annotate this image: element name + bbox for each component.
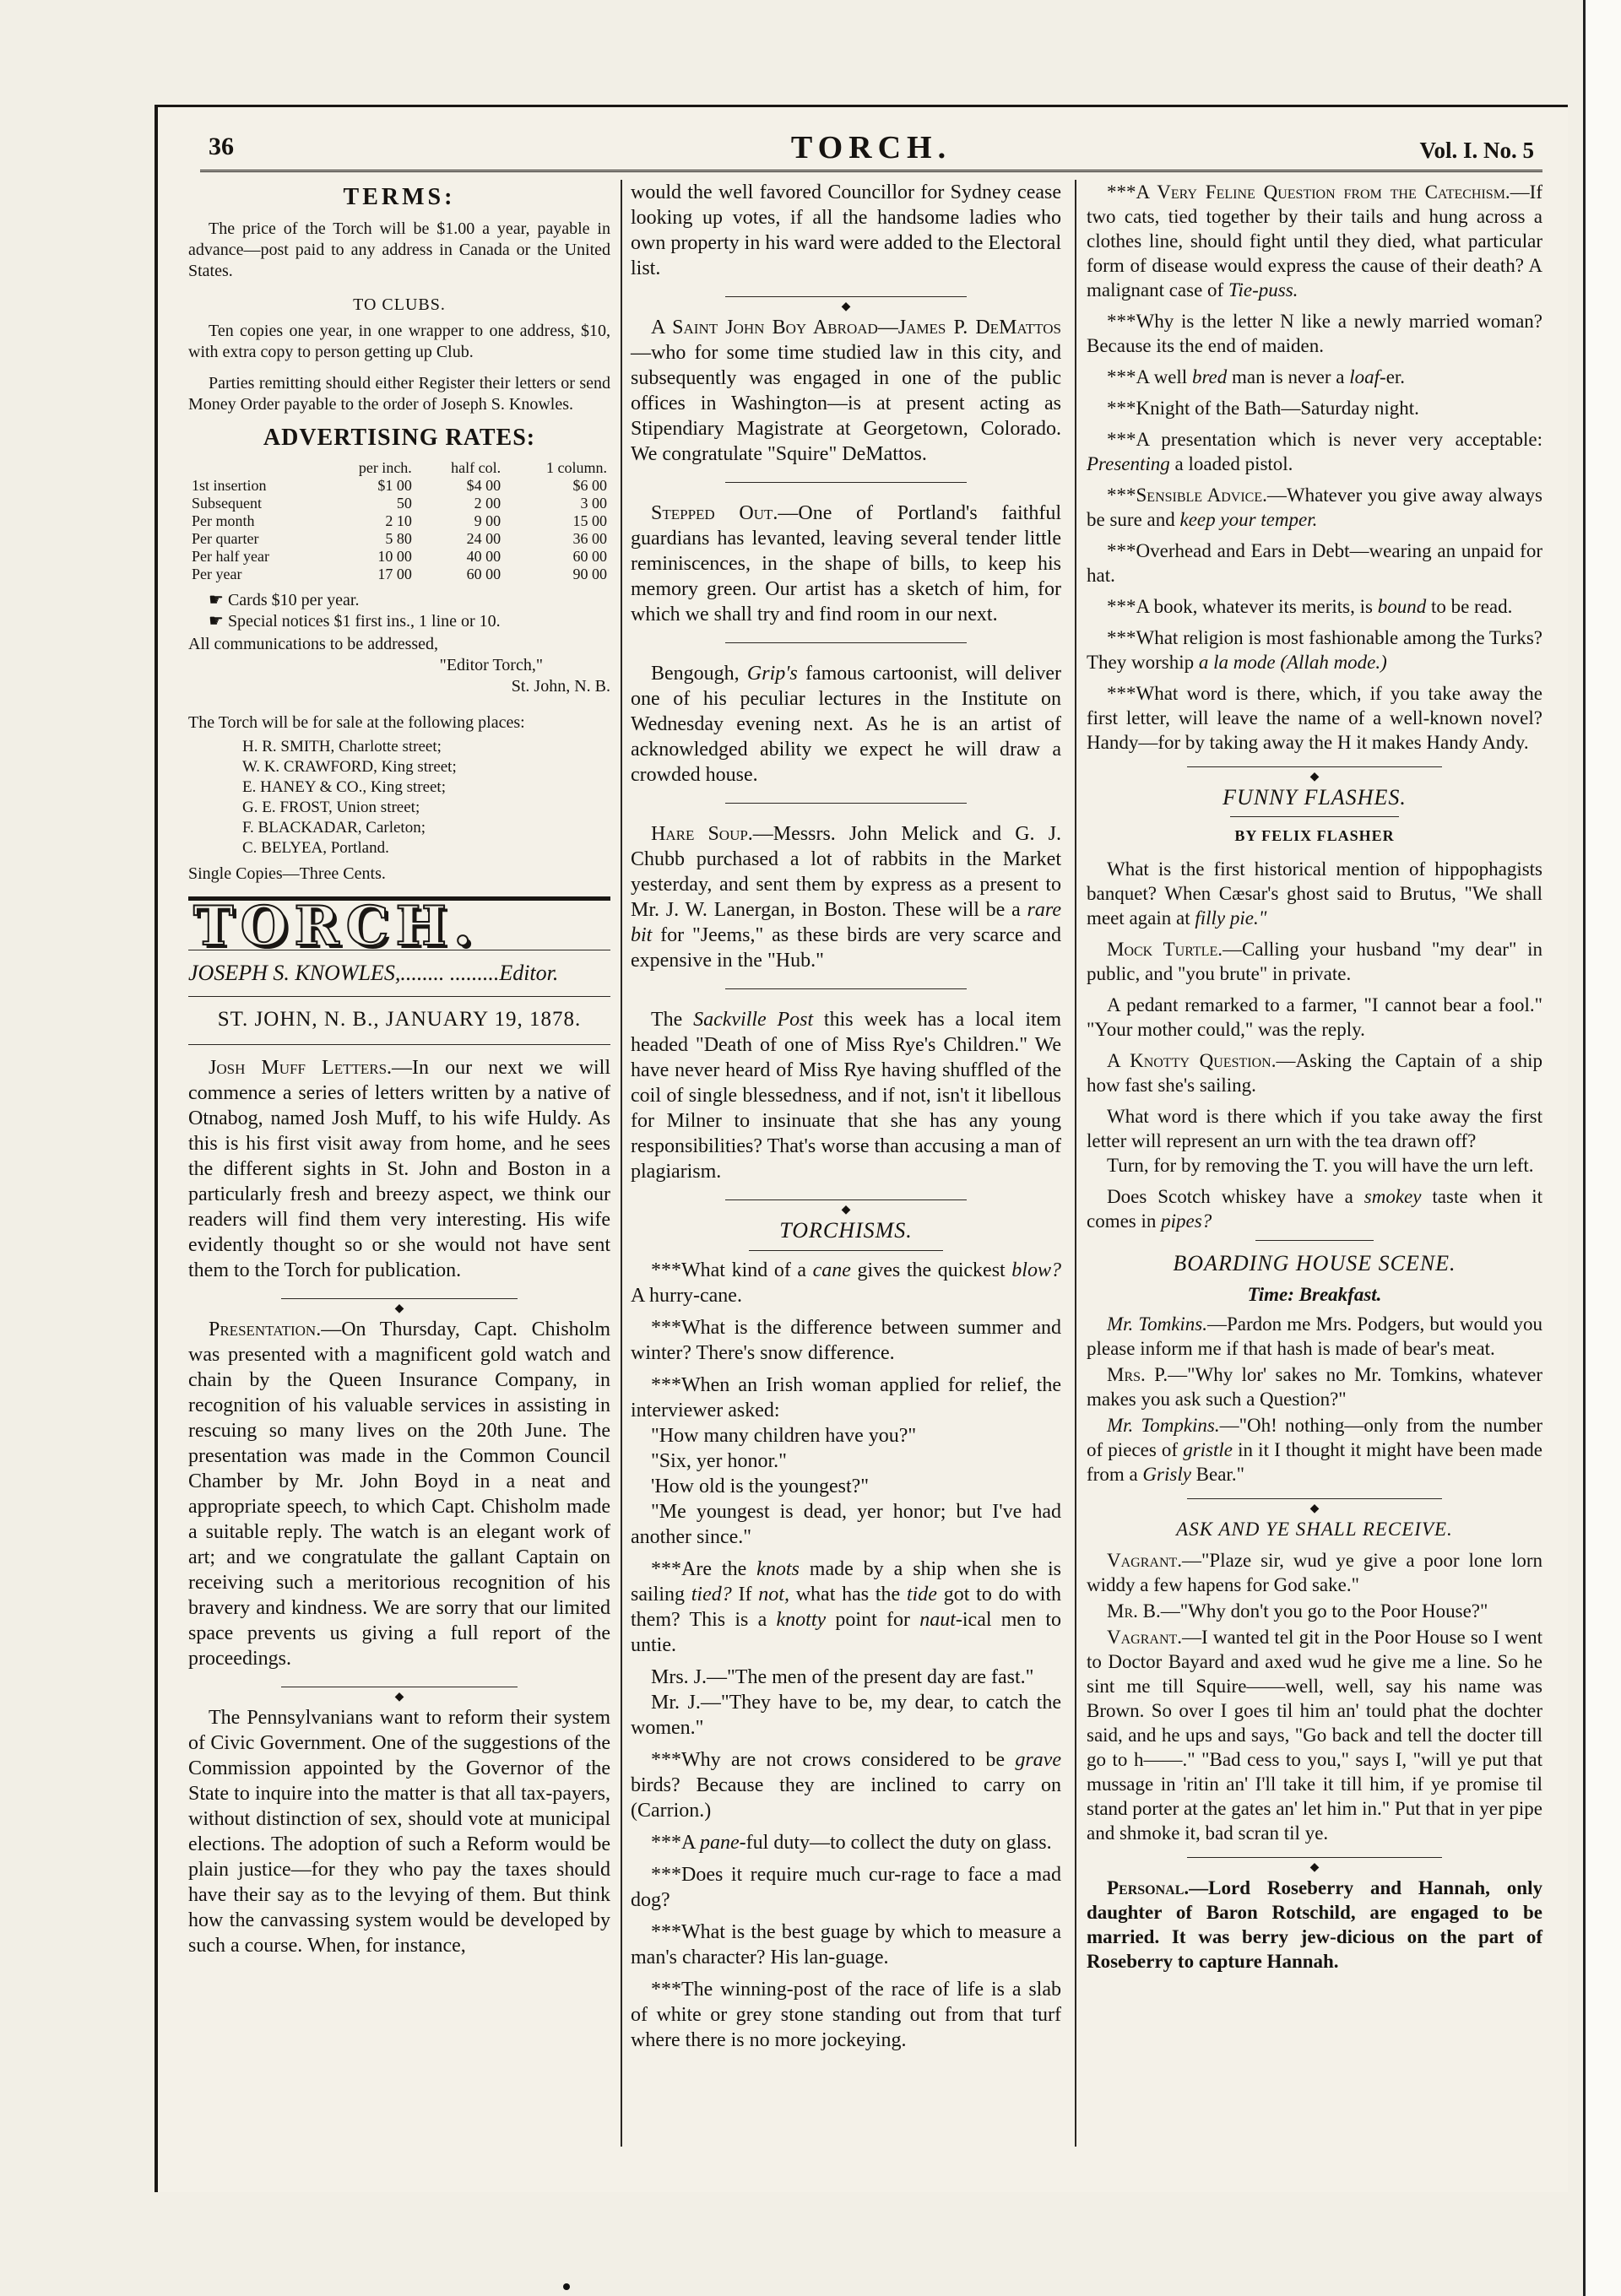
text-run: bred <box>1191 366 1228 387</box>
page-edge <box>1583 0 1621 2296</box>
text-run: a loaded pistol. <box>1169 453 1293 474</box>
text-run: -ful duty—to collect the duty on glass. <box>739 1832 1052 1854</box>
ornament-divider: ◆ <box>631 291 1061 303</box>
dialogue-line <box>1087 1312 1542 1361</box>
divider <box>631 637 1061 649</box>
text-run: ***A well <box>1107 366 1192 387</box>
editor-line: JOSEPH S. KNOWLES,........ .........Editor. <box>188 961 559 985</box>
list-item <box>631 1258 1061 1308</box>
editor-address: "Editor Torch," <box>439 656 543 674</box>
table-cell: 50 <box>396 495 412 512</box>
speaker: Mr. Tomkins. <box>1107 1313 1208 1335</box>
masthead-title: TORCH. <box>193 895 480 958</box>
list-item <box>1087 1048 1542 1097</box>
table-cell: Per half year <box>192 548 269 565</box>
clubs-heading: TO CLUBS. <box>353 295 446 314</box>
text-run: —Asking the Captain of a ship how fast she's sailing. <box>1087 1050 1543 1096</box>
torchisms-heading: TORCHISMS. <box>779 1218 913 1243</box>
ornament-divider: ◆ <box>631 1194 1061 1206</box>
ornament-divider: ◆ <box>1087 1852 1542 1864</box>
article-heading: Personal. <box>1107 1877 1190 1898</box>
article-pennsylvania: The Pennsylvanians want to reform their system of Civic Government. One of the suggestions of the Commission appointed by the Governor of the State to inquire into the matter is that all tax-payers, without distinction of sex, should vote at municipal elections. The adoption of such a Reform would be plain justice—for they who pay the taxes should have their say as to the levying of them. But think how the canvassing system would be developed by such a course. When, for instance, <box>188 1707 610 1957</box>
divider <box>1230 816 1399 817</box>
dialogue-line <box>1087 1413 1542 1486</box>
article-heading: ***Sensible Advice. <box>1107 485 1267 506</box>
byline: BY FELIX FLASHER <box>1234 827 1395 844</box>
dialogue-line <box>1087 1625 1542 1845</box>
article-continuation: would the well favored Councillor for Sydney cease looking up votes, if all the handsome ladies who own property in his ward were added to the Electoral list. <box>631 181 1061 279</box>
table-cell: 40 00 <box>466 548 501 565</box>
text-run: If <box>731 1584 759 1606</box>
column-3 <box>1087 180 1542 1980</box>
text-run: ***A <box>651 1832 701 1854</box>
article-heading: ***A Very Feline Question from the Catechism. <box>1107 181 1510 203</box>
cards-note <box>188 590 610 611</box>
list-item: H. R. SMITH, Charlotte street; <box>242 738 442 755</box>
text-run: to be read. <box>1426 596 1513 617</box>
text-run: ***A book, whatever its merits, is <box>1107 596 1378 617</box>
list-item <box>1087 937 1542 986</box>
text-run: bound <box>1377 596 1427 617</box>
table-cell: 90 00 <box>572 566 607 582</box>
text-run: —"Why don't you go to the Poor House?" <box>1160 1600 1488 1622</box>
dialogue-line <box>1087 1599 1542 1623</box>
text-run: Bear." <box>1190 1464 1244 1485</box>
ornament-divider: ◆ <box>1087 761 1542 773</box>
dialogue-line: "How many children have you?" <box>651 1425 917 1447</box>
article-body: —In our next we will commence a series of letters written by a native of Otnabog, named Josh Muff, to his wife Huldy. As this is his first visit away from home, and he sees the different sights in St. John and Boston in a particularly fresh and breezy aspect, we think our readers will find them very interesting. His wife evidently thought so or she would not have sent them to the Torch for publication. <box>188 1057 611 1281</box>
text-run: Does Scotch whiskey have a <box>1107 1186 1364 1207</box>
text-run: -er. <box>1380 366 1406 387</box>
table-row <box>188 477 610 495</box>
text-run: what has the <box>789 1584 907 1606</box>
table-cell: 17 00 <box>377 566 412 582</box>
column-rule <box>621 180 622 2147</box>
table-cell: 60 00 <box>466 566 501 582</box>
newspaper-page <box>155 105 1568 2192</box>
table-cell: 24 00 <box>466 530 501 547</box>
divider <box>188 996 610 997</box>
list-item: ***What is the difference between summer and winter? There's snow difference. <box>631 1317 1061 1364</box>
dialogue-line: "Six, yer honor." <box>651 1450 787 1472</box>
terms-heading: TERMS: <box>343 184 456 210</box>
sale-intro: The Torch will be for sale at the following places: <box>188 713 525 732</box>
column-2 <box>631 180 1061 2060</box>
text-run: Bengough, <box>651 663 747 685</box>
table-cell: 36 00 <box>572 530 607 547</box>
text-run: rare bit <box>631 899 1061 946</box>
speaker: Mrs. P. <box>1107 1364 1168 1385</box>
list-item <box>1087 594 1542 619</box>
list-item <box>1087 365 1542 389</box>
text-run: made by a ship when she is sailing <box>631 1558 1061 1606</box>
clubs-text: Ten copies one year, in one wrapper to one address, $10, with extra copy to person getting up Club. <box>188 322 610 361</box>
terms-price: The price of the Torch will be $1.00 a year, payable in advance—post paid to any address in Canada or the United States. <box>188 219 610 280</box>
table-header: per inch. <box>358 459 412 476</box>
table-cell: 3 00 <box>580 495 607 512</box>
cards-text: Cards $10 per year. <box>227 591 360 609</box>
table-cell: Per month <box>192 512 255 529</box>
text-run: —Lord Roseberry and Hannah, only daughter of Baron Rotschild, are engaged to be married. It was berry jew-dicious on the part of Roseberry to capture Hannah. <box>1087 1877 1542 1972</box>
divider <box>631 477 1061 489</box>
speaker: Mr. Tompkins. <box>1107 1415 1220 1436</box>
text-run: man is never a <box>1227 366 1350 387</box>
table-row <box>188 512 610 530</box>
article-personal <box>1087 1876 1542 1974</box>
article-heading: A Knotty Question. <box>1107 1050 1277 1071</box>
text-run: pipes? <box>1161 1210 1212 1232</box>
table-row <box>188 459 610 477</box>
text-run: —If two cats, tied together by their tails and hung across a clothes line, should fight until they died, what particular form of disease would express the cause of their death? A malignant case of <box>1087 181 1542 301</box>
text-run: birds? Because they are inclined to carry on (Carrion.) <box>631 1774 1061 1822</box>
article-bengough <box>631 661 1061 788</box>
special-text: Special notices $1 first ins., 1 line or 10. <box>227 612 501 631</box>
divider <box>631 798 1061 810</box>
speaker: Mr. B. <box>1107 1600 1161 1622</box>
text-run: —Whatever you give away always be sure and <box>1087 485 1542 530</box>
text-run: The <box>651 1009 694 1031</box>
pointing-hand-icon: ☛ <box>209 591 228 609</box>
text-run: ***A presentation which is never very acceptable: <box>1107 429 1542 450</box>
volume-number: Vol. I. No. 5 <box>1419 138 1534 163</box>
text-run: -ical men to untie. <box>631 1609 1061 1656</box>
list-item: W. K. CRAWFORD, King street; <box>242 758 457 776</box>
text-run: What is the first historical mention of hippophagists banquet? When Cæsar's ghost said to Brutus, "We shall meet again at <box>1087 858 1542 929</box>
list-item <box>1087 483 1542 532</box>
page-header <box>200 119 1542 172</box>
ornament-divider: ◆ <box>188 1293 610 1305</box>
list-item: ***Overhead and Ears in Debt—wearing an unpaid for hat. <box>1087 540 1542 586</box>
ink-dot <box>563 2283 570 2290</box>
list-item: A pedant remarked to a farmer, "I cannot bear a fool." "Your mother could," was the reply. <box>1087 994 1542 1040</box>
article-presentation <box>188 1317 610 1671</box>
text-run: naut <box>919 1609 956 1631</box>
table-cell: 60 00 <box>572 548 607 565</box>
list-item: C. BELYEA, Portland. <box>242 839 389 857</box>
list-item: Turn, for by removing the T. you will have the urn left. <box>1107 1155 1534 1176</box>
table-row <box>188 566 610 583</box>
text-run: —Calling your husband "my dear" in public, and "you brute" in private. <box>1087 939 1543 984</box>
text-run: loaf <box>1349 366 1380 387</box>
ads-heading: ADVERTISING RATES: <box>263 425 536 451</box>
table-cell: Per quarter <box>192 530 259 547</box>
column-rule <box>1075 180 1076 2147</box>
text-run: A hurry-cane. <box>631 1285 742 1307</box>
table-cell: $6 00 <box>572 477 607 494</box>
article-heading: A Saint John Boy Abroad—James P. DeMattos <box>651 317 1061 338</box>
dateline: ST. JOHN, N. B., JANUARY 19, 1878. <box>217 1008 582 1031</box>
list-item <box>631 1747 1061 1823</box>
dialogue-line: "Me youngest is dead, yer honor; but I've had another since." <box>631 1501 1061 1548</box>
table-header: 1 column. <box>546 459 607 476</box>
article-stepped-out <box>631 501 1061 627</box>
article-heading: Stepped Out. <box>651 502 778 524</box>
list-item: ***What word is there, which, if you take away the first letter, will leave the name of a well-known novel? Handy—for by taking away the H it makes Handy Andy. <box>1087 683 1542 753</box>
list-item <box>631 1830 1061 1855</box>
list-item <box>1087 625 1542 674</box>
text-run: —"Oh! nothing—only from the number of pieces of <box>1087 1415 1542 1460</box>
text-run: grave <box>1015 1749 1061 1771</box>
text-run: smokey <box>1363 1186 1422 1207</box>
text-run: —"Plaze sir, wud ye give a poor lone lorn widdy a few hapens for God sake." <box>1087 1550 1542 1595</box>
dialogue-line <box>1087 1362 1542 1411</box>
article-heading: Hare Soup. <box>651 823 753 845</box>
list-item <box>1087 180 1542 302</box>
running-title: TORCH. <box>790 130 952 165</box>
divider <box>188 1044 610 1045</box>
article-josh-muff <box>188 1055 610 1283</box>
article-body: —One of Portland's faithful guardians has levanted, leaving several tender little reminiscences, in the shape of bills, to keep his memory green. Our artist has a sketch of him, for which we shall try and find room in our next. <box>631 502 1061 625</box>
list-item: ***Why is the letter N like a newly married woman? Because its the end of maiden. <box>1087 311 1542 356</box>
list-item <box>631 1557 1061 1658</box>
article-hare-soup <box>631 821 1061 973</box>
text-run: cane <box>812 1259 851 1281</box>
article-body: —who for some time studied law in this city, and subsequently was engaged in one of the public offices in Washington—is at present acting as Stipendiary Magistrate at Georgetown, Colorado. We congratulate "Squire" DeMattos. <box>631 342 1061 465</box>
rates-table <box>188 459 610 583</box>
list-item <box>1087 857 1542 930</box>
table-cell: 5 80 <box>385 530 412 547</box>
list-item <box>1087 427 1542 476</box>
dialogue-line: 'How old is the youngest?" <box>651 1476 870 1497</box>
table-cell: 15 00 <box>572 512 607 529</box>
remit-text: Parties remitting should either Register their letters or send Money Order payable to the order of Joseph S. Knowles. <box>188 374 610 414</box>
ornament-divider: ◆ <box>188 1681 610 1693</box>
list-item <box>1087 1184 1542 1233</box>
text-run: Tie-puss. <box>1228 279 1298 301</box>
text-run: ***Are the <box>651 1558 757 1580</box>
city-address: St. John, N. B. <box>511 677 610 696</box>
table-row <box>188 495 610 512</box>
text-run: Sackville Post <box>693 1009 814 1031</box>
list-item: ***What is the best guage by which to measure a man's character? His lan-guage. <box>631 1921 1061 1968</box>
text-run: filly pie." <box>1195 907 1267 929</box>
text-run: gives the quickest <box>850 1259 1012 1281</box>
text-run: ***What kind of a <box>651 1259 813 1281</box>
text-run: famous cartoonist, will deliver one of his peculiar lectures in the Institute on Wednesday evening next. As he is an artist of acknowledged ability we expect he will draw a crowded house. <box>631 663 1061 786</box>
text-run: ***Why are not crows considered to be <box>651 1749 1016 1771</box>
list-item: What word is there which if you take away the first letter will represent an urn with the tea drawn off? <box>1087 1106 1542 1151</box>
text-run: ***What religion is most fashionable among the Turks? They worship <box>1087 627 1542 673</box>
scene-time: Time: Breakfast. <box>1247 1284 1382 1305</box>
speaker: Vagrant. <box>1107 1627 1183 1648</box>
article-heading: Mock Turtle. <box>1107 939 1223 960</box>
list-item: F. BLACKADAR, Carleton; <box>242 819 426 837</box>
article-heading: Josh Muff Letters. <box>209 1057 393 1079</box>
pointing-hand-icon: ☛ <box>209 612 228 631</box>
page-number: 36 <box>209 133 234 160</box>
article-saint-john-boy <box>631 315 1061 467</box>
text-run: knots <box>756 1558 800 1580</box>
article-heading: Presentation. <box>209 1319 322 1340</box>
table-header: half col. <box>451 459 501 476</box>
list-item: ***When an Irish woman applied for relief, the interviewer asked: <box>631 1374 1061 1421</box>
table-header <box>188 459 321 477</box>
text-run: in it I thought it might have been made from a <box>1087 1439 1542 1485</box>
text-run: tide <box>906 1584 937 1606</box>
text-run: point for <box>826 1609 920 1631</box>
table-cell: 2 00 <box>474 495 501 512</box>
text-run: Presenting <box>1087 453 1170 474</box>
text-run: a la mode (Allah mode.) <box>1198 652 1387 673</box>
table-cell: 9 00 <box>474 512 501 529</box>
table-row <box>188 530 610 548</box>
table-row <box>188 548 610 566</box>
dialogue-line <box>1087 1548 1542 1597</box>
table-cell: Per year <box>192 566 242 582</box>
dialogue-line: Mr. J.—"They have to be, my dear, to catch the women." <box>631 1692 1061 1739</box>
text-run: —I wanted tel git in the Poor House so I went to Doctor Bayard and axed wud he give me a line. So he sint me till Squire——well, well, say his name was Brown. So over I goes til him an' tould phat the dochter said, and he ups and says, "Go back and tell the docter till go to h——." "Bad cess to you," says I, "will ye put that mussage in 'ritin an' I'll take it till him, if ye promise til stand porter at the gates an' let him in." Put that in yer pipe and shmoke it, bad scran til ye. <box>1087 1627 1542 1844</box>
divider <box>749 1250 943 1251</box>
text-run: tied? <box>691 1584 732 1606</box>
text-run: taste when it comes in <box>1087 1186 1542 1232</box>
text-run: this week has a local item headed "Death of one of Miss Rye's Children." We have never heard of Miss Rye having shuffled of the coil of single blessedness, and if not, isn't it libellous for Milner to insinuate that she has any young responsibilities? That's worse than accusing a man of plagiarism. <box>631 1009 1062 1183</box>
text-run: keep your temper. <box>1179 509 1318 530</box>
text-run: not, <box>758 1584 789 1606</box>
table-cell: 1st insertion <box>192 477 267 494</box>
table-cell: $4 00 <box>466 477 501 494</box>
special-note <box>188 611 610 632</box>
boarding-house-heading: BOARDING HOUSE SCENE. <box>1173 1251 1456 1275</box>
column-1 <box>188 180 610 1968</box>
list-item: G. E. FROST, Union street; <box>242 799 420 816</box>
table-cell: 10 00 <box>377 548 412 565</box>
table-cell: 2 10 <box>385 512 412 529</box>
article-sackville-post <box>631 1007 1061 1184</box>
text-run: Grip's <box>746 663 798 685</box>
text-run: pane <box>700 1832 740 1854</box>
text-run: blow? <box>1011 1259 1061 1281</box>
text-run: —Pardon me Mrs. Podgers, but would you please inform me if that hash is made of bear's meat. <box>1087 1313 1542 1359</box>
article-body: —On Thursday, Capt. Chisholm was presented with a magnificent gold watch and chain by the Queen Insurance Company, in recognition of his valuable services in assisting in rescuing so many lives on the 20th June. The presentation was made in the Common Council Chamber by Mr. John Boyd in a neat and appropriate speech, to which Capt. Chisholm made a suitable reply. The watch is an elegant work of art; and we congratulate the gallant Captain on receiving such a meritorious recognition of his bravery and kindness. We are sorry that our limited space prevents us giving a full report of the proceedings. <box>188 1319 610 1670</box>
text-run: for "Jeems," as these birds are very scarce and expensive in the "Hub." <box>631 924 1061 972</box>
ask-heading: ASK AND YE SHALL RECEIVE. <box>1176 1519 1453 1540</box>
text-run: gristle <box>1183 1439 1233 1460</box>
list-item: ***The winning-post of the race of life is a slab of white or grey stone standing out from that turf where there is no more jockeying. <box>631 1979 1061 2051</box>
text-run: —Messrs. John Melick and G. J. Chubb purchased a lot of rabbits in the Market yesterday, and sent them by express as a present to Mr. J. W. Lanergan, in Boston. These will be a <box>631 823 1061 921</box>
ornament-divider: ◆ <box>1087 1493 1542 1505</box>
single-copies: Single Copies—Three Cents. <box>188 864 386 883</box>
table-cell: Subsequent <box>192 495 262 512</box>
divider <box>1255 1240 1374 1241</box>
text-run: Grisly <box>1142 1464 1191 1485</box>
text-run: knotty <box>776 1609 827 1631</box>
list-item: ***Does it require much cur-rage to face a mad dog? <box>631 1864 1061 1911</box>
text-run: got to do with them? This is a <box>631 1584 1062 1631</box>
divider <box>631 983 1061 995</box>
speaker: Vagrant. <box>1107 1550 1183 1571</box>
comms-text: All communications to be addressed, <box>188 635 439 653</box>
table-cell: $1 00 <box>377 477 412 494</box>
list-item: ***Knight of the Bath—Saturday night. <box>1107 398 1419 419</box>
dialogue-line: Mrs. J.—"The men of the present day are fast." <box>651 1666 1034 1688</box>
text-run: —"Why lor' sakes no Mr. Tomkins, whatever makes you ask such a Question?" <box>1087 1364 1543 1410</box>
list-item: E. HANEY & CO., King street; <box>242 778 446 796</box>
sale-places <box>242 737 610 858</box>
funny-flashes-heading: FUNNY FLASHES. <box>1223 785 1407 810</box>
